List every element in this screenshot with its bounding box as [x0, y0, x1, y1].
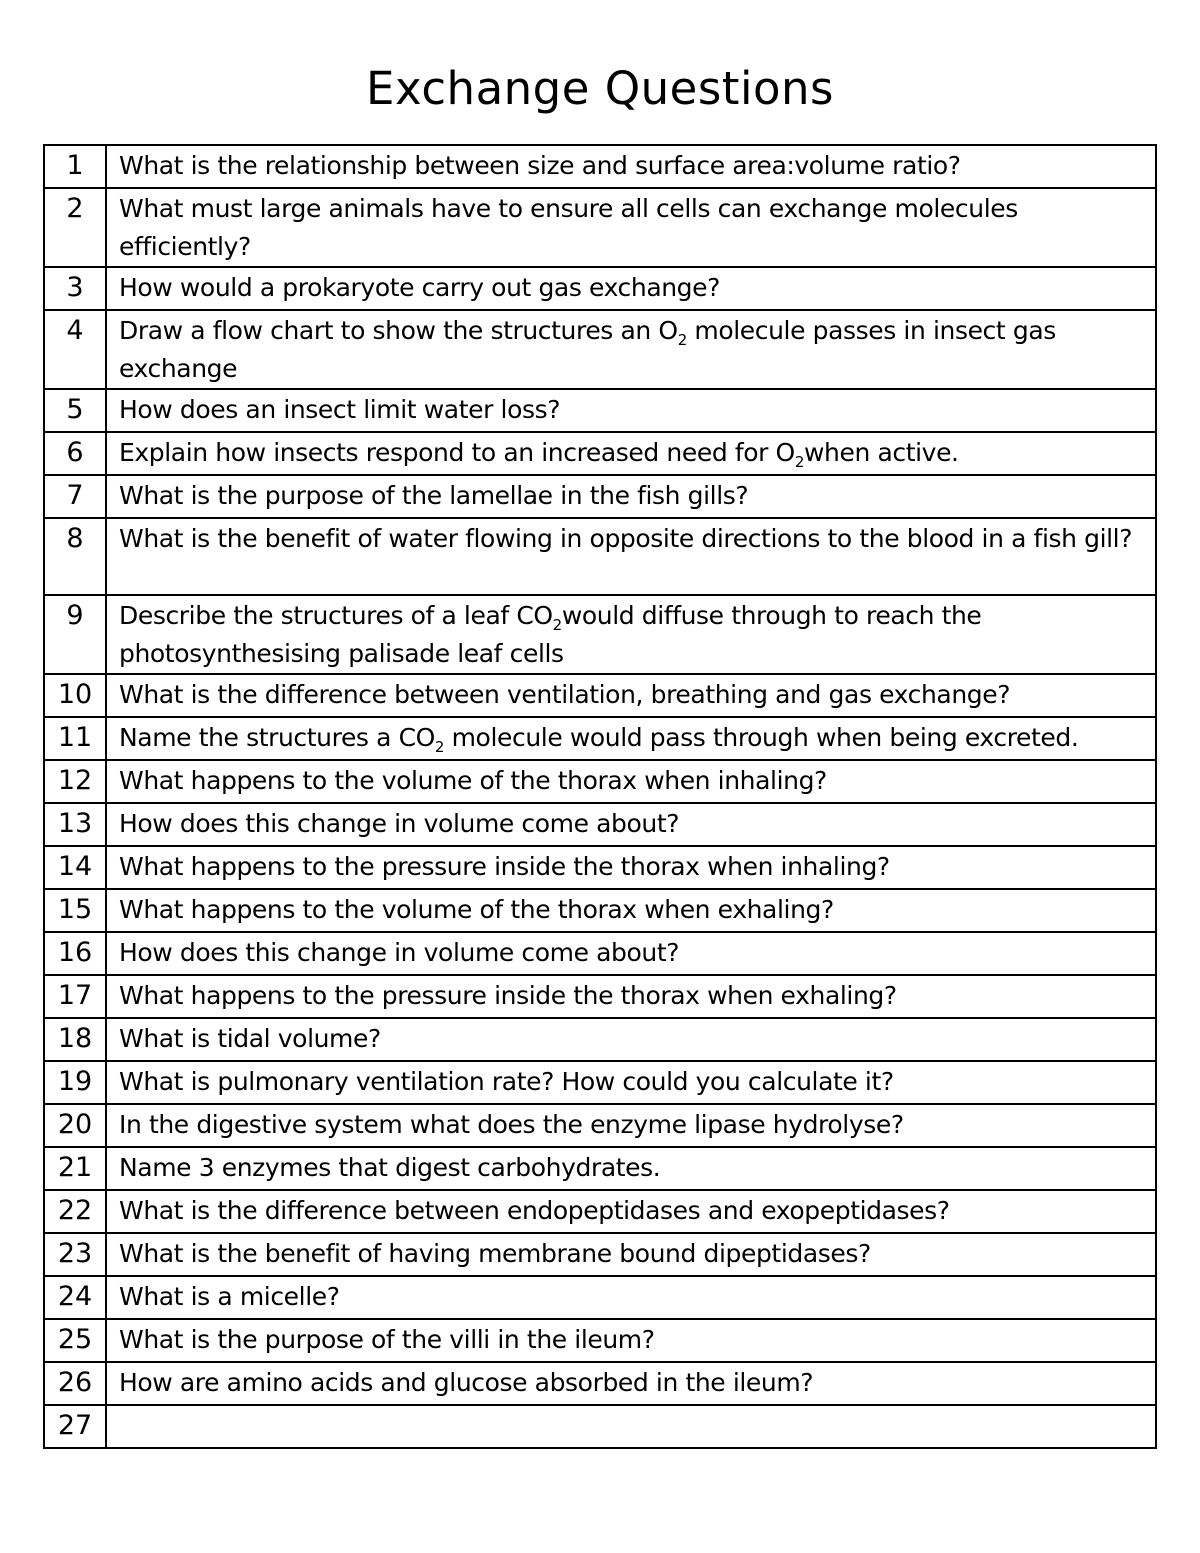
table-row [44, 1233, 1156, 1276]
page-title: Exchange Questions [366, 62, 834, 115]
question-number: 8 [44, 518, 106, 595]
question-text: What is the difference between endopeptidases and exopeptidases? [106, 1190, 1156, 1233]
question-text: How does this change in volume come about? [106, 932, 1156, 975]
question-number: 17 [44, 975, 106, 1018]
table-row [44, 310, 1156, 389]
question-number: 5 [44, 389, 106, 432]
table-row [44, 717, 1156, 760]
question-number: 2 [44, 188, 106, 267]
questions-table-body [44, 145, 1156, 1448]
question-text: What happens to the volume of the thorax when exhaling? [106, 889, 1156, 932]
question-text: How would a prokaryote carry out gas exchange? [106, 267, 1156, 310]
question-number: 4 [44, 310, 106, 389]
table-row [44, 267, 1156, 310]
question-number: 16 [44, 932, 106, 975]
table-row [44, 1319, 1156, 1362]
question-text: What is the relationship between size and surface area:volume ratio? [106, 145, 1156, 188]
table-row [44, 674, 1156, 717]
table-row [44, 1362, 1156, 1405]
subscript: 2 [794, 453, 804, 471]
question-number: 6 [44, 432, 106, 475]
table-row [44, 1018, 1156, 1061]
question-text: What is a micelle? [106, 1276, 1156, 1319]
question-number: 15 [44, 889, 106, 932]
questions-table [43, 144, 1157, 1449]
question-number: 22 [44, 1190, 106, 1233]
question-number: 1 [44, 145, 106, 188]
table-row [44, 475, 1156, 518]
question-text: What is the benefit of water flowing in opposite directions to the blood in a fish gill? [106, 518, 1156, 595]
table-row [44, 1405, 1156, 1448]
table-row [44, 932, 1156, 975]
question-number: 11 [44, 717, 106, 760]
question-text: What is the difference between ventilation, breathing and gas exchange? [106, 674, 1156, 717]
question-text-part: Describe the structures of a leaf CO [119, 601, 553, 630]
question-number: 26 [44, 1362, 106, 1405]
question-number: 23 [44, 1233, 106, 1276]
question-text-part: when active. [804, 438, 959, 467]
table-row [44, 188, 1156, 267]
question-number: 18 [44, 1018, 106, 1061]
table-row [44, 595, 1156, 674]
question-number: 21 [44, 1147, 106, 1190]
question-text [106, 432, 1156, 475]
subscript: 2 [677, 331, 687, 349]
question-text: What happens to the volume of the thorax when inhaling? [106, 760, 1156, 803]
table-row [44, 889, 1156, 932]
question-text: What happens to the pressure inside the thorax when inhaling? [106, 846, 1156, 889]
question-text: What is the benefit of having membrane bound dipeptidases? [106, 1233, 1156, 1276]
question-text-part: Name the structures a CO [119, 723, 435, 752]
question-number: 19 [44, 1061, 106, 1104]
question-text: How does this change in volume come about? [106, 803, 1156, 846]
question-text [106, 595, 1156, 674]
question-number: 14 [44, 846, 106, 889]
table-row [44, 760, 1156, 803]
question-text: How are amino acids and glucose absorbed in the ileum? [106, 1362, 1156, 1405]
question-text: Name 3 enzymes that digest carbohydrates. [106, 1147, 1156, 1190]
question-text: How does an insect limit water loss? [106, 389, 1156, 432]
table-row [44, 1104, 1156, 1147]
question-number: 24 [44, 1276, 106, 1319]
subscript: 2 [552, 616, 562, 634]
table-row [44, 1276, 1156, 1319]
table-row [44, 518, 1156, 595]
table-row [44, 432, 1156, 475]
question-number: 12 [44, 760, 106, 803]
table-row [44, 389, 1156, 432]
question-text: In the digestive system what does the enzyme lipase hydrolyse? [106, 1104, 1156, 1147]
question-number: 9 [44, 595, 106, 674]
table-row [44, 1061, 1156, 1104]
question-text: What must large animals have to ensure all cells can exchange molecules efficiently? [106, 188, 1156, 267]
question-text-part: molecule would pass through when being excreted. [444, 723, 1079, 752]
question-number: 13 [44, 803, 106, 846]
subscript: 2 [434, 738, 445, 756]
table-row [44, 1147, 1156, 1190]
question-text-part: would diffuse through to reach the photosynthesising palisade leaf cells [119, 601, 982, 668]
table-row [44, 846, 1156, 889]
table-row [44, 1190, 1156, 1233]
table-row [44, 975, 1156, 1018]
table-row [44, 145, 1156, 188]
question-number: 27 [44, 1405, 106, 1448]
question-number: 7 [44, 475, 106, 518]
question-text: What is the purpose of the villi in the ileum? [106, 1319, 1156, 1362]
question-number: 25 [44, 1319, 106, 1362]
question-text [106, 1405, 1156, 1448]
question-text-part: Explain how insects respond to an increased need for O [119, 438, 795, 467]
question-text-part: Draw a flow chart to show the structures an O [119, 316, 678, 345]
question-text: What happens to the pressure inside the thorax when exhaling? [106, 975, 1156, 1018]
question-text-part: molecule passes in insect gas exchange [119, 316, 1056, 383]
question-number: 20 [44, 1104, 106, 1147]
question-text: What is pulmonary ventilation rate? How could you calculate it? [106, 1061, 1156, 1104]
question-text [106, 717, 1156, 760]
question-number: 10 [44, 674, 106, 717]
question-text: What is the purpose of the lamellae in the fish gills? [106, 475, 1156, 518]
question-text [106, 310, 1156, 389]
table-row [44, 803, 1156, 846]
question-number: 3 [44, 267, 106, 310]
question-text: What is tidal volume? [106, 1018, 1156, 1061]
